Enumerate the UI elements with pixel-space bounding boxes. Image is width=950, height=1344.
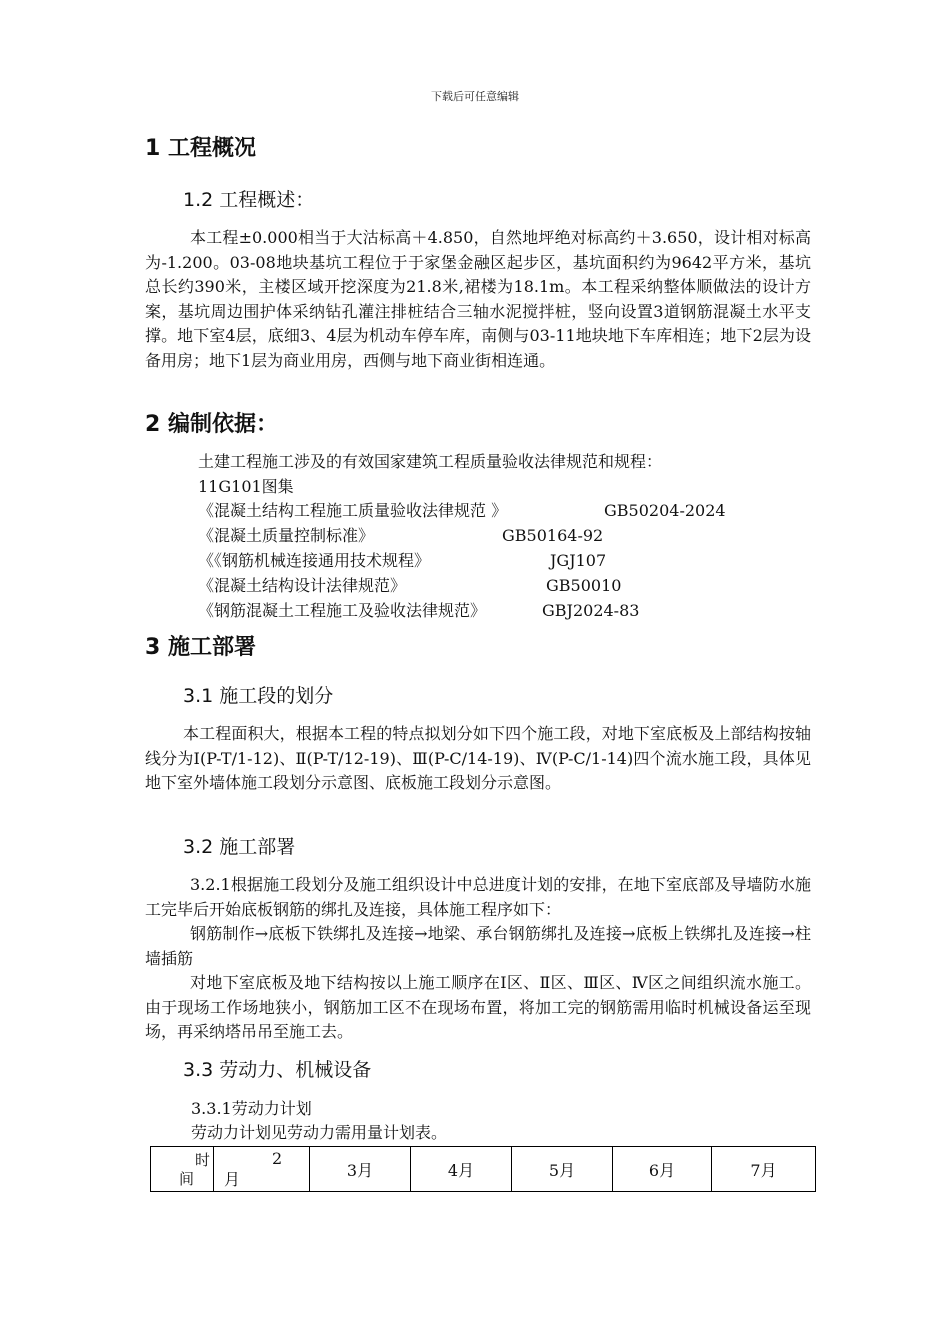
- basis-item-code: GBJ2024-83: [542, 601, 640, 620]
- section-1-heading: 1 工程概况: [145, 136, 256, 161]
- basis-item: [198, 499, 726, 523]
- section-3-2-heading: 3.2 施工部署: [183, 836, 296, 858]
- section-3-2-p3: 对地下室底板及地下结构按以上施工顺序在Ⅰ区、Ⅱ区、Ⅲ区、Ⅳ区之间组织流水施工。由于现场工作场地狭小，钢筋加工区不在现场布置，将加工完的钢筋需用临时机械设备运至现场，再采纳塔吊吊至施工去。: [145, 973, 811, 1041]
- basis-item: [198, 549, 607, 573]
- feb-header-top: 2: [272, 1149, 283, 1168]
- section-3-heading: 3 施工部署: [145, 635, 256, 660]
- table-header-month: 3月: [310, 1147, 411, 1192]
- time-header-bottom: 间: [179, 1170, 195, 1188]
- labor-plan-table: [150, 1146, 816, 1192]
- table-header-month: 6月: [613, 1147, 712, 1192]
- feb-header-bottom: 月: [224, 1170, 241, 1189]
- section-3-3-heading: 3.3 劳动力、机械设备: [183, 1059, 372, 1081]
- basis-item-title: 《《钢筋机械连接通用技术规程》: [198, 551, 431, 570]
- basis-item-title: 《混凝土结构工程施工质量验收法律规范 》: [198, 501, 508, 520]
- basis-item-code: GB50164-92: [502, 526, 604, 545]
- basis-item-title: 《混凝土结构设计法律规范》: [198, 576, 407, 595]
- basis-item: [198, 599, 640, 623]
- basis-item-title: 《混凝土质量控制标准》: [198, 526, 375, 545]
- basis-item-code: GB50010: [546, 576, 622, 595]
- basis-atlas: 11G101图集: [198, 477, 294, 496]
- section-3-1-body: 本工程面积大，根据本工程的特点拟划分如下四个施工段，对地下室底板及上部结构按轴线分为Ⅰ(P-T/1-12)、Ⅱ(P-T/12-19)、Ⅲ(P-C/14-19)、Ⅳ(P-C/1-14)四个流水施工段，具体见地下室外墙体施工段划分示意图、底板施工段划分示意图。: [145, 724, 811, 792]
- section-1-2-body: 本工程±0.000相当于大沽标高＋4.850，自然地坪绝对标高约＋3.650，设计相对标高为-1.200。03-08地块基坑工程位于于家堡金融区起步区，基坑面积约为9642平方米，基坑总长约390米，主楼区域开挖深度为21.8米,裙楼为18.1m。本工程采纳整体顺做法的设计方案，基坑周边围护体采纳钻孔灌注排桩结合三轴水泥搅拌桩，竖向设置3道钢筋混凝土水平支撑。地下室4层，底细3、4层为机动车停车库，南侧与03-11地块地下车库相连；地下2层为设备用房；地下1层为商业用房，西侧与地下商业街相连通。: [145, 228, 811, 370]
- section-3-3-1-heading: 3.3.1劳动力计划: [191, 1099, 312, 1118]
- labor-plan-note: 劳动力计划见劳动力需用量计划表。: [191, 1123, 448, 1142]
- table-header-feb: [214, 1147, 310, 1192]
- basis-intro: 土建工程施工涉及的有效国家建筑工程质量验收法律规范和规程：: [198, 452, 663, 471]
- table-row: [151, 1147, 816, 1192]
- basis-item: [198, 574, 622, 598]
- table-header-month: 4月: [411, 1147, 512, 1192]
- section-3-1-heading: 3.1 施工段的划分: [183, 685, 334, 707]
- section-1-2-heading: 1.2 工程概述：: [183, 189, 315, 211]
- basis-item-code: GB50204-2024: [604, 501, 726, 520]
- basis-item: [198, 524, 604, 548]
- section-3-2-p2: 钢筋制作→底板下铁绑扎及连接→地梁、承台钢筋绑扎及连接→底板上铁绑扎及连接→柱墙插筋: [145, 924, 811, 968]
- section-3-2-p1: 3.2.1根据施工段划分及施工组织设计中总进度计划的安排，在地下室底部及导墙防水施工完毕后开始底板钢筋的绑扎及连接，具体施工程序如下：: [145, 875, 811, 919]
- section-2-heading: 2 编制依据：: [145, 412, 278, 437]
- time-header-top: 时: [194, 1151, 210, 1169]
- basis-item-title: 《钢筋混凝土工程施工及验收法律规范》: [198, 601, 487, 620]
- table-header-month: 7月: [712, 1147, 816, 1192]
- basis-item-code: JGJ107: [550, 551, 607, 570]
- page-header-note: 下载后可任意编辑: [431, 90, 519, 103]
- table-header-time: [151, 1147, 214, 1192]
- table-header-month: 5月: [512, 1147, 613, 1192]
